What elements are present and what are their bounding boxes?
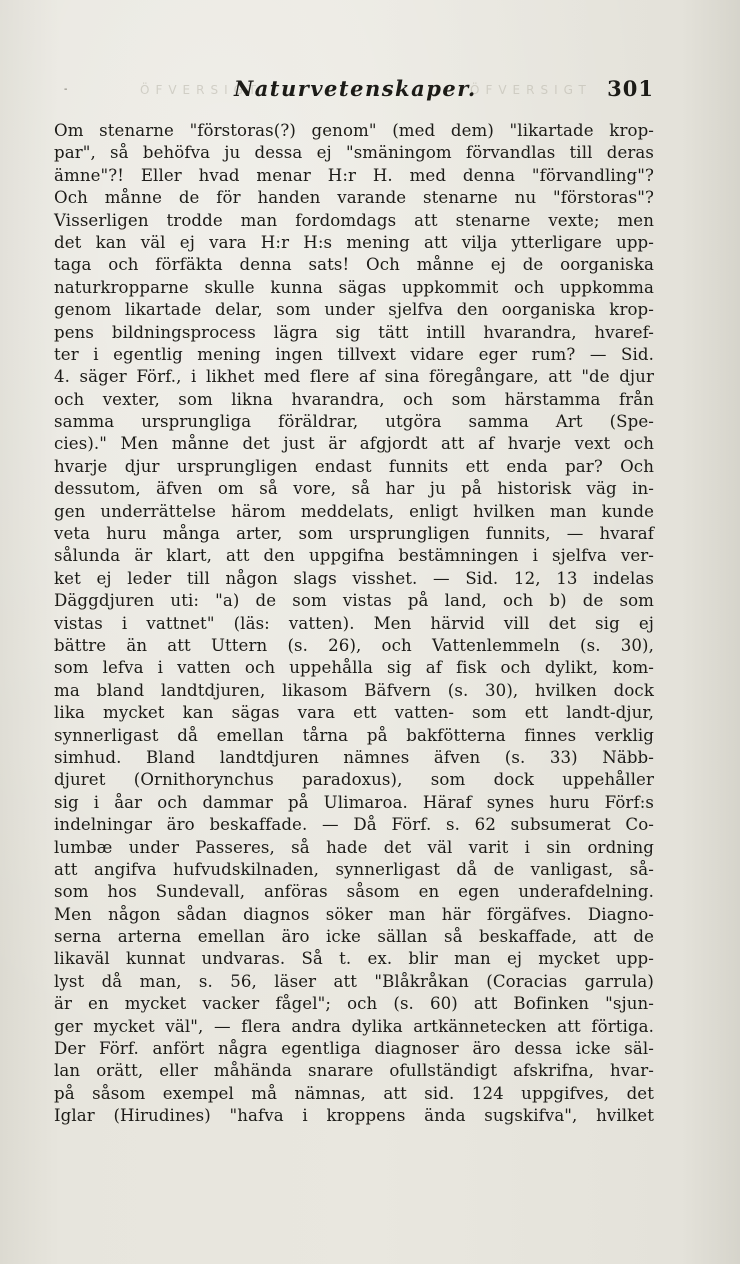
text-line: som hos Sundevall, anföras såsom en egen underafdelning. bbox=[54, 882, 654, 902]
page-number: 301 bbox=[607, 76, 654, 101]
bleed-through-text-left: ÖFVERSIGT bbox=[140, 83, 262, 97]
page-header bbox=[0, 76, 740, 106]
text-line: bättre än att Uttern (s. 26), och Vattenlemmeln (s. 30), bbox=[54, 635, 654, 655]
text-line: ger mycket väl", — flera andra dylika artkännetecken att förtiga. bbox=[54, 1016, 654, 1036]
text-line: ma bland landtdjuren, likasom Bäfvern (s. 30), hvilken dock bbox=[54, 680, 654, 700]
body-text bbox=[54, 120, 654, 1128]
text-line: lumbæ under Passeres, så hade det väl varit i sin ordning bbox=[54, 837, 654, 857]
text-line: vistas i vattnet" (läs: vatten). Men härvid vill det sig ej bbox=[54, 613, 654, 633]
text-line: naturkropparne skulle kunna sägas uppkommit och uppkomma bbox=[54, 277, 654, 297]
header-dash: - bbox=[64, 84, 68, 95]
text-line: ket ej leder till någon slags visshet. — Sid. 12, 13 indelas bbox=[54, 568, 654, 588]
text-line: det kan väl ej vara H:r H:s mening att vilja ytterligare upp- bbox=[54, 232, 654, 252]
text-line: dessutom, äfven om så vore, så har ju på historisk väg in- bbox=[54, 479, 654, 499]
text-line: Der Förf. anfört några egentliga diagnoser äro dessa icke säl- bbox=[54, 1039, 654, 1059]
text-line: pens bildningsprocess lägra sig tätt intill hvarandra, hvaref- bbox=[54, 322, 654, 342]
text-line: gen underrättelse härom meddelats, enligt hvilken man kunde bbox=[54, 501, 654, 521]
text-line: Men någon sådan diagnos söker man här förgäfves. Diagno- bbox=[54, 904, 654, 924]
text-line: indelningar äro beskaffade. — Då Förf. s. 62 subsumerat Co- bbox=[54, 815, 654, 835]
text-line: att angifva hufvudskilnaden, synnerligast då de vanligast, så- bbox=[54, 859, 654, 879]
running-title: Naturvetenskaper. bbox=[234, 76, 477, 101]
bleed-through-text-right: ÖFVERSIGT bbox=[470, 83, 592, 97]
text-line: likaväl kunnat undvaras. Så t. ex. blir man ej mycket upp- bbox=[54, 949, 654, 969]
text-line: par", så behöfva ju dessa ej "smäningom förvandlas till deras bbox=[54, 143, 654, 163]
text-line: lika mycket kan sägas vara ett vatten- som ett landt-djur, bbox=[54, 703, 654, 723]
text-line: hvarje djur ursprungligen endast funnits ett enda par? Och bbox=[54, 456, 654, 476]
text-line: lyst då man, s. 56, läser att "Blåkråkan (Coracias garrula) bbox=[54, 971, 654, 991]
text-line: genom likartade delar, som under sjelfva den oorganiska krop- bbox=[54, 300, 654, 320]
text-line: och vexter, som likna hvarandra, och som härstamma från bbox=[54, 389, 654, 409]
text-line: lan orätt, eller måhända snarare ofullständigt afskrifna, hvar- bbox=[54, 1061, 654, 1081]
text-line: veta huru många arter, som ursprungligen funnits, — hvaraf bbox=[54, 524, 654, 544]
text-line: sålunda är klart, att den uppgifna bestämningen i sjelfva ver- bbox=[54, 546, 654, 566]
text-line: Visserligen trodde man fordomdags att stenarne vexte; men bbox=[54, 210, 654, 230]
text-line: taga och förfäkta denna sats! Och månne ej de oorganiska bbox=[54, 255, 654, 275]
text-line: 4. säger Förf., i likhet med flere af sina föregångare, att "de djur bbox=[54, 367, 654, 387]
text-line: Och månne de för handen varande stenarne nu "förstoras"? bbox=[54, 188, 654, 208]
text-line: cies)." Men månne det just är afgjordt att af hvarje vext och bbox=[54, 434, 654, 454]
text-line: ter i egentlig mening ingen tillvext vidare eger rum? — Sid. bbox=[54, 344, 654, 364]
text-line: simhud. Bland landtdjuren nämnes äfven (s. 33) Näbb- bbox=[54, 747, 654, 767]
text-line: djuret (Ornithorynchus paradoxus), som dock uppehåller bbox=[54, 770, 654, 790]
text-line: samma ursprungliga föräldrar, utgöra samma Art (Spe- bbox=[54, 412, 654, 432]
text-line: serna arterna emellan äro icke sällan så beskaffade, att de bbox=[54, 927, 654, 947]
text-line: ämne"?! Eller hvad menar H:r H. med denna "förvandling"? bbox=[54, 165, 654, 185]
text-line: Om stenarne "förstoras(?) genom" (med dem) "likartade krop- bbox=[54, 121, 654, 140]
text-line: sig i åar och dammar på Ulimaroa. Häraf synes huru Förf:s bbox=[54, 792, 654, 812]
text-line: Däggdjuren uti: "a) de som vistas på land, och b) de som bbox=[54, 591, 654, 611]
text-line: synnerligast då emellan tårna på bakfötterna finnes verklig bbox=[54, 725, 654, 745]
text-line: är en mycket vacker fågel"; och (s. 60) att Bofinken "sjun- bbox=[54, 994, 654, 1014]
text-line: som lefva i vatten och uppehålla sig af fisk och dylikt, kom- bbox=[54, 658, 654, 678]
text-line: Iglar (Hirudines) "hafva i kroppens ända sugskifva", hvilket bbox=[54, 1106, 654, 1126]
text-line: på såsom exempel må nämnas, att sid. 124 uppgifves, det bbox=[54, 1083, 654, 1103]
